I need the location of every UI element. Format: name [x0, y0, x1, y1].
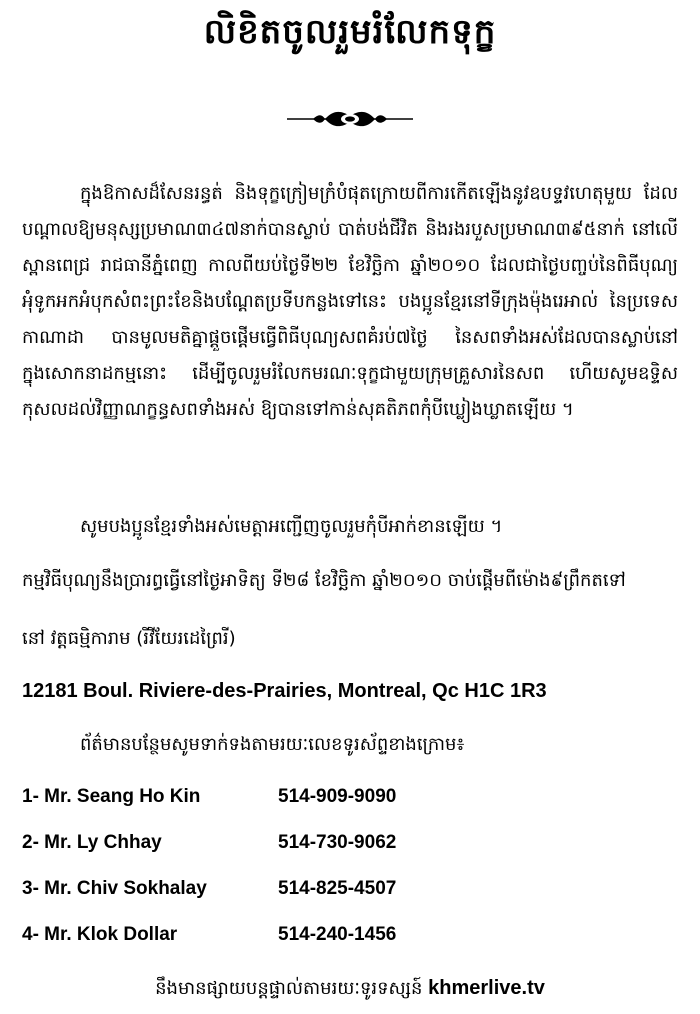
contact-intro: ព័ត៌មានបន្ថែមសូមទាក់ទងតាមរយៈលេខទូរស័ព្ទខាងក្រោម៖ [80, 734, 465, 755]
broadcast-footer [0, 972, 700, 1005]
contact-list [22, 782, 682, 966]
contact-row [22, 874, 682, 920]
contact-phone: 514-909-9090 [278, 786, 397, 807]
venue-line: នៅ វត្តធម្មិការាម (រីវីយែរដេព្រៃរី) [22, 628, 236, 649]
contact-row [22, 828, 682, 874]
contact-phone: 514-730-9062 [278, 832, 397, 853]
venue-address: 12181 Boul. Riviere-des-Prairies, Montreal, Qc H1C 1R3 [22, 680, 547, 702]
footer-text: នឹងមានផ្សាយបន្តផ្ទាល់តាមរយៈទូរទស្សន៍ [155, 978, 429, 999]
contact-name: 4- Mr. Klok Dollar [22, 924, 178, 945]
main-paragraph: ក្នុងឱកាសដ៏សែនរន្ធត់ និងទុក្ខក្រៀមក្រំបំផុតក្រោយពីការកើតឡើងនូវឧបទ្ទវហេតុមួយ ដែលបណ្ដាលឱ្យមនុស្សប្រមាណ៣៤៧នាក់បានស្លាប់ បាត់បង់ជីវិត និងរងរបួសប្រមាណ៣៩៥នាក់ នៅលើស្ពានពេជ្រ រាជធានីភ្នំពេញ កាលពីយប់ថ្ងៃទី២២ ខែវិច្ឆិកា ឆ្នាំ២០១០ ដែលជាថ្ងៃបញ្ចប់នៃពិធីបុណ្យអុំទូកអកអំបុកសំពះព្រះខែនិងបណ្តែតប្រទីបកន្លងទៅនេះ បងប្អូនខ្មែរនៅទីក្រុងម៉ុងរេអាល់ នៃប្រទេសកាណាដា បានមូលមតិគ្នាផ្តួចផ្តើមធ្វើពិធីបុណ្យសពគំរប់៧ថ្ងៃ នៃសពទាំងអស់ដែលបានស្លាប់នៅក្នុងសោកនាដកម្មនោះ ដើម្បីចូលរួមរំលែកមរណៈទុក្ខជាមួយក្រុមគ្រួសារនៃសព ហើយសូមឧទ្ទិសកុសលដល់វិញ្ញាណក្ខន្ធសពទាំងអស់ ឱ្យបានទៅកាន់សុគតិភពកុំបីឃ្លៀងឃ្លាតឡើយ ។ [22, 183, 678, 420]
footer-site-link[interactable]: khmerlive.tv [428, 977, 545, 999]
contact-row [22, 782, 682, 828]
contact-row [22, 920, 682, 966]
contact-phone: 514-825-4507 [278, 878, 397, 899]
invitation-line: សូមបងប្អូនខ្មែរទាំងអស់មេត្តាអញ្ជើញចូលរួមកុំបីអាក់ខានឡើយ ។ [80, 516, 503, 537]
contact-phone: 514-240-1456 [278, 924, 397, 945]
document-title: លិខិតចូលរួមរំលែកទុក្ខ [203, 12, 497, 52]
contact-name: 3- Mr. Chiv Sokhalay [22, 878, 207, 899]
decorative-divider-icon [285, 108, 415, 130]
contact-name: 2- Mr. Ly Chhay [22, 832, 162, 853]
schedule-line: កម្មវិធីបុណ្យនឹងប្រារព្ធធ្វើនៅថ្ងៃអាទិត្យ ទី២៨ ខែវិច្ឆិកា ឆ្នាំ២០១០ ចាប់ផ្តើមពីម៉ោង៩ព្រឹកតទៅ [22, 570, 626, 591]
contact-name: 1- Mr. Seang Ho Kin [22, 786, 201, 807]
